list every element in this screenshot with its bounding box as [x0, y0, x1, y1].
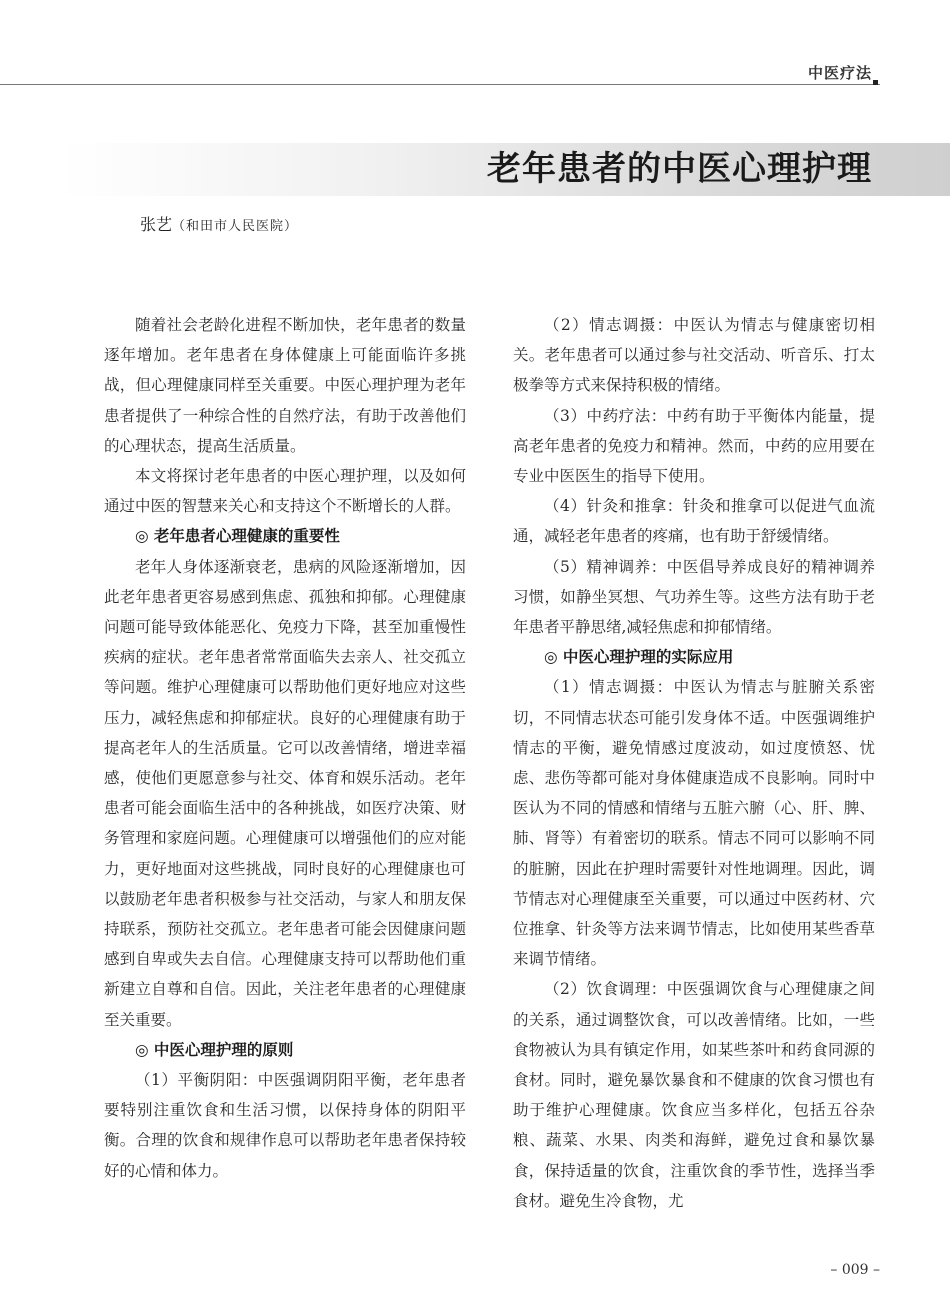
section-heading: ◎ 老年患者心理健康的重要性 — [135, 527, 340, 546]
header-rule — [0, 84, 880, 85]
section-heading: ◎ 中医心理护理的原则 — [135, 1040, 294, 1059]
paragraph: 随着社会老龄化进程不断加快，老年患者的数量逐年增加。老年患者在身体健康上可能面临许多挑战，但心理健康同样至关重要。中医心理护理为老年患者提供了一种综合性的自然疗法，有助于改善他们的心理状态，提高生活质量。 — [104, 316, 466, 455]
article-title: 老年患者的中医心理护理 — [487, 149, 872, 189]
paragraph: （3）中药疗法：中药有助于平衡体内能量，提高老年患者的免疫力和精神。然而，中药的应用要在专业中医医生的指导下使用。 — [513, 406, 875, 486]
section-tag: 中医疗法 — [807, 64, 872, 82]
author-affiliation: （和田市人民医院） — [172, 219, 299, 234]
right-column — [513, 310, 875, 1216]
paragraph: （2）情志调摄：中医认为情志与健康密切相关。老年患者可以通过参与社交活动、听音乐、打太极拳等方式来保持积极的情绪。 — [513, 316, 875, 395]
square-bullet-icon — [873, 80, 878, 85]
byline — [140, 212, 298, 235]
paragraph: （2）饮食调理：中医强调饮食与心理健康之间的关系，通过调整饮食，可以改善情绪。比如，一些食物被认为具有镇定作用，如某些茶叶和药食同源的食材。同时，避免暴饮暴食和不健康的饮食习惯也有助于维护心理健康。饮食应当多样化，包括五谷杂粮、蔬菜、水果、肉类和海鲜，避免过食和暴饮暴食，保持适量的饮食，注重饮食的季节性，选择当季食材。避免生冷食物，尤 — [513, 980, 875, 1210]
paragraph: （5）精神调养：中医倡导养成良好的精神调养习惯，如静坐冥想、气功养生等。这些方法有助于老年患者平静思绪,减轻焦虑和抑郁情绪。 — [513, 557, 875, 637]
paragraph: 本文将探讨老年患者的中医心理护理，以及如何通过中医的智慧来关心和支持这个不断增长的人群。 — [104, 467, 466, 516]
paragraph: （1）情志调摄：中医认为情志与脏腑关系密切，不同情志状态可能引发身体不适。中医强调维护情志的平衡，避免情感过度波动，如过度愤怒、忧虑、悲伤等都可能对身体健康造成不良影响。同时中医认为不同的情感和情绪与五脏六腑（心、肝、脾、肺、肾等）有着密切的联系。情志不同可以影响不同的脏腑，因此在护理时需要针对性地调理。因此，调节情志对心理健康至关重要，可以通过中医药材、穴位推拿、针灸等方法来调节情志，比如使用某些香草来调节情绪。 — [513, 678, 875, 969]
page-number: – 009 – — [830, 1262, 880, 1278]
left-column — [104, 310, 466, 1186]
paragraph: （1）平衡阴阳：中医强调阴阳平衡，老年患者要特别注重饮食和生活习惯，以保持身体的阴阳平衡。合理的饮食和规律作息可以帮助老年患者保持较好的心情和体力。 — [104, 1071, 466, 1180]
paragraph: 老年人身体逐渐衰老，患病的风险逐渐增加，因此老年患者更容易感到焦虑、孤独和抑郁。心理健康问题可能导致体能恶化、免疫力下降，甚至加重慢性疾病的症状。老年患者常常面临失去亲人、社交孤立等问题。维护心理健康可以帮助他们更好地应对这些压力，减轻焦虑和抑郁症状。良好的心理健康有助于提高老年人的生活质量。它可以改善情绪，增进幸福感，使他们更愿意参与社交、体育和娱乐活动。老年患者可能会面临生活中的各种挑战，如医疗决策、财务管理和家庭问题。心理健康可以增强他们的应对能力，更好地面对这些挑战，同时良好的心理健康也可以鼓励老年患者积极参与社交活动，与家人和朋友保持联系，预防社交孤立。老年患者可能会因健康问题感到自卑或失去自信。心理健康支持可以帮助他们重新建立自尊和自信。因此，关注老年患者的心理健康至关重要。 — [104, 557, 466, 1029]
paragraph: （4）针灸和推拿：针灸和推拿可以促进气血流通，减轻老年患者的疼痛，也有助于舒缓情绪。 — [513, 497, 875, 546]
author-name: 张艺 — [140, 215, 173, 234]
section-heading: ◎ 中医心理护理的实际应用 — [544, 648, 734, 667]
